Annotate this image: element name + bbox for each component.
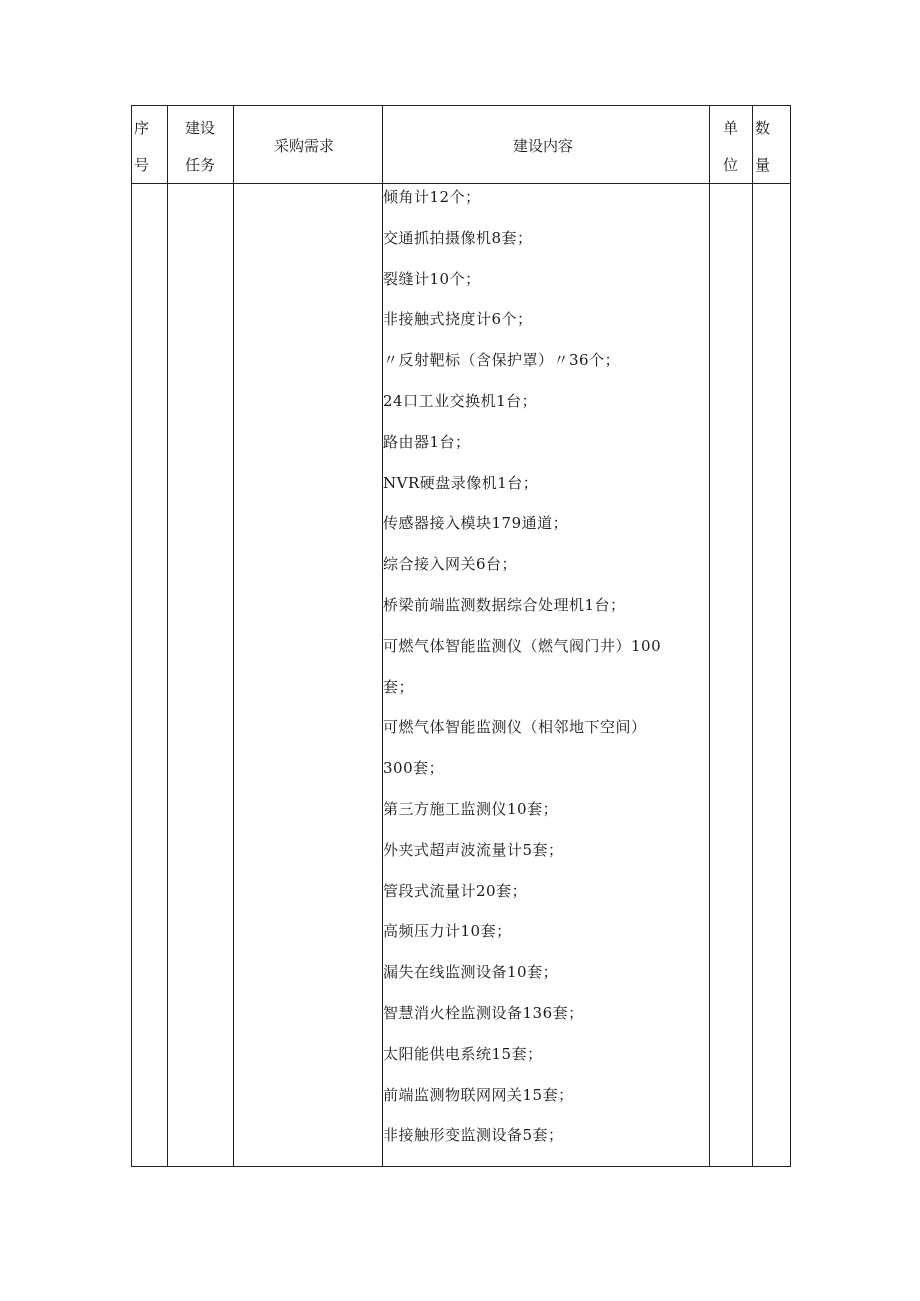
header-task [168, 106, 233, 183]
content-line: 〃反射靶标（含保护罩）〃36个； [383, 351, 621, 370]
header-seq-line2: 号 [134, 156, 150, 174]
procurement-table [131, 105, 791, 1167]
content-line: 第三方施工监测仪10套； [383, 799, 559, 818]
content-line: 可燃气体智能监测仪（燃气阀门井）100 [383, 636, 662, 655]
content-line: 非接触形变监测设备5套； [383, 1126, 564, 1145]
content-line: 外夹式超声波流量计5套； [383, 840, 564, 859]
column-divider [709, 106, 710, 1166]
content-line: 桥梁前端监测数据综合处理机1台； [383, 595, 626, 614]
content-line: 管段式流量计20套； [383, 881, 528, 900]
header-qty [753, 106, 791, 183]
content-line: 裂缝计10个； [383, 269, 481, 288]
header-requirement-label: 采购需求 [274, 137, 335, 155]
column-divider [752, 106, 753, 1166]
header-requirement [234, 106, 382, 183]
content-line: 传感器接入模块179通道； [383, 514, 569, 533]
header-seq [132, 106, 167, 183]
header-unit-line2: 位 [723, 156, 739, 174]
header-task-line2: 任务 [185, 156, 216, 174]
header-content [383, 106, 709, 183]
content-line: 24口工业交换机1台； [383, 391, 538, 410]
content-line: 300套； [383, 759, 445, 778]
column-divider [233, 106, 234, 1166]
content-line: 套； [383, 677, 415, 696]
content-line: 漏失在线监测设备10套； [383, 963, 559, 982]
content-line: 非接触式挠度计6个； [383, 310, 533, 329]
content-line: 路由器1台； [383, 432, 471, 451]
construction-content-list [383, 184, 703, 1163]
header-task-line1: 建设 [185, 119, 216, 137]
content-line: 前端监测物联网网关15套； [383, 1085, 574, 1104]
content-line: 可燃气体智能监测仪（相邻地下空间） [383, 718, 647, 737]
header-content-label: 建设内容 [513, 137, 574, 155]
content-line: 交通抓拍摄像机8套； [383, 228, 533, 247]
content-line: 综合接入网关6台； [383, 555, 518, 574]
content-line: 高频压力计10套； [383, 922, 512, 941]
content-line: NVR硬盘录像机1台； [383, 473, 539, 492]
content-line: 倾角计12个； [383, 188, 481, 206]
header-seq-line1: 序 [134, 119, 150, 137]
header-unit-line1: 单 [723, 119, 739, 137]
content-line: 智慧消火栓监测设备136套； [383, 1003, 584, 1022]
header-unit [710, 106, 752, 183]
header-qty-line2: 量 [755, 156, 771, 174]
content-line: 太阳能供电系统15套； [383, 1044, 543, 1063]
header-qty-line1: 数 [755, 119, 771, 137]
column-divider [167, 106, 168, 1166]
